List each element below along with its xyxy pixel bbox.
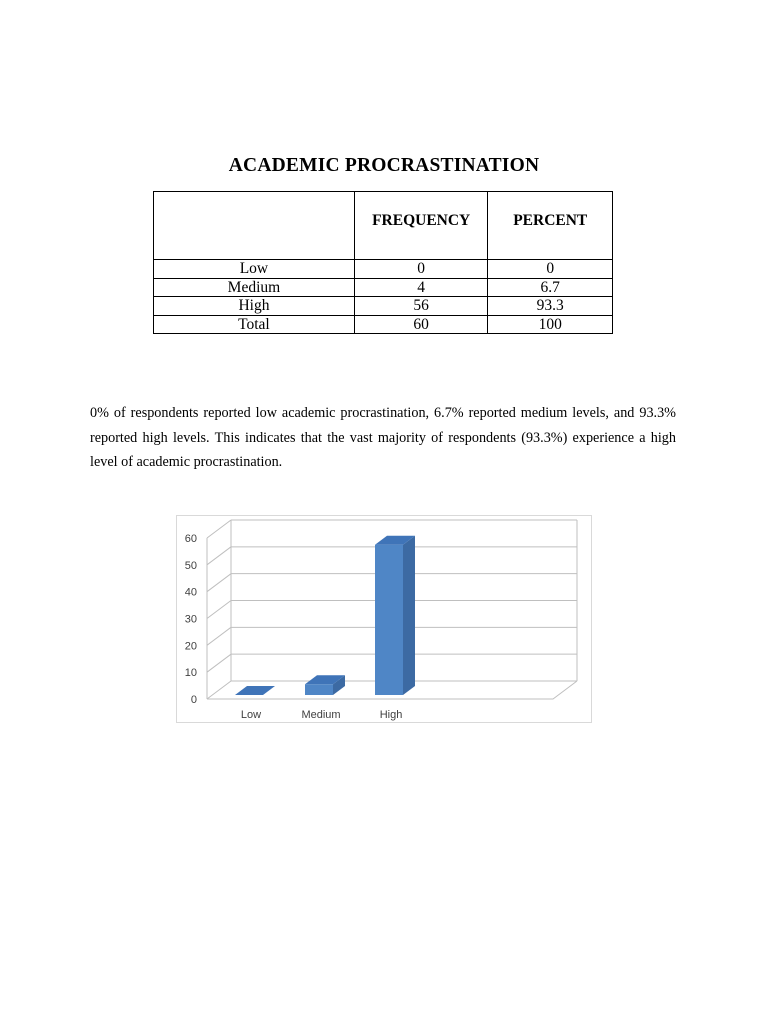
table-row xyxy=(154,278,613,297)
frequency-table xyxy=(153,191,613,334)
bar-top xyxy=(235,686,275,695)
bar-side xyxy=(403,536,415,695)
bar-front xyxy=(375,545,403,695)
y-tick-label: 10 xyxy=(184,667,197,680)
table-row xyxy=(154,297,613,316)
row-percent: 93.3 xyxy=(488,297,613,316)
x-tick-label: High xyxy=(379,709,403,721)
table-row xyxy=(154,260,613,279)
row-label: Low xyxy=(154,260,355,279)
row-percent: 6.7 xyxy=(488,278,613,297)
side-gridline xyxy=(207,601,231,619)
side-gridline xyxy=(207,520,231,538)
row-label: High xyxy=(154,297,355,316)
row-frequency: 4 xyxy=(354,278,488,297)
table-header-frequency: FREQUENCY xyxy=(354,192,488,260)
summary-paragraph: 0% of respondents reported low academic procrastination, 6.7% reported medium levels, and 93.3% reported high levels. This indicates that the vast majority of respondents (93.3%) experience a high level of academic procrastination. xyxy=(90,405,676,471)
row-percent: 0 xyxy=(488,260,613,279)
table-row xyxy=(154,315,613,334)
side-gridline xyxy=(207,627,231,645)
y-tick-label: 30 xyxy=(184,613,197,626)
x-tick-label: Low xyxy=(240,709,262,721)
table-header-blank xyxy=(154,192,355,260)
row-frequency: 56 xyxy=(354,297,488,316)
bar-front xyxy=(305,684,333,695)
x-tick-label: Medium xyxy=(301,709,341,721)
y-tick-label: 0 xyxy=(190,694,197,706)
y-tick-label: 20 xyxy=(184,640,197,653)
side-gridline xyxy=(207,681,231,699)
row-frequency: 0 xyxy=(354,260,488,279)
side-gridline xyxy=(207,654,231,672)
bar-chart xyxy=(176,515,592,723)
side-gridline xyxy=(207,574,231,592)
row-frequency: 60 xyxy=(354,315,488,334)
row-label: Medium xyxy=(154,278,355,297)
y-tick-label: 50 xyxy=(184,559,197,572)
table-header-row xyxy=(154,192,613,260)
bar-chart-svg xyxy=(177,516,593,724)
y-tick-label: 60 xyxy=(184,533,197,545)
side-gridline xyxy=(207,547,231,565)
document-title: ACADEMIC PROCRASTINATION xyxy=(228,155,540,176)
table-header-percent: PERCENT xyxy=(488,192,613,260)
row-percent: 100 xyxy=(488,315,613,334)
row-label: Total xyxy=(154,315,355,334)
y-tick-label: 40 xyxy=(184,586,197,599)
